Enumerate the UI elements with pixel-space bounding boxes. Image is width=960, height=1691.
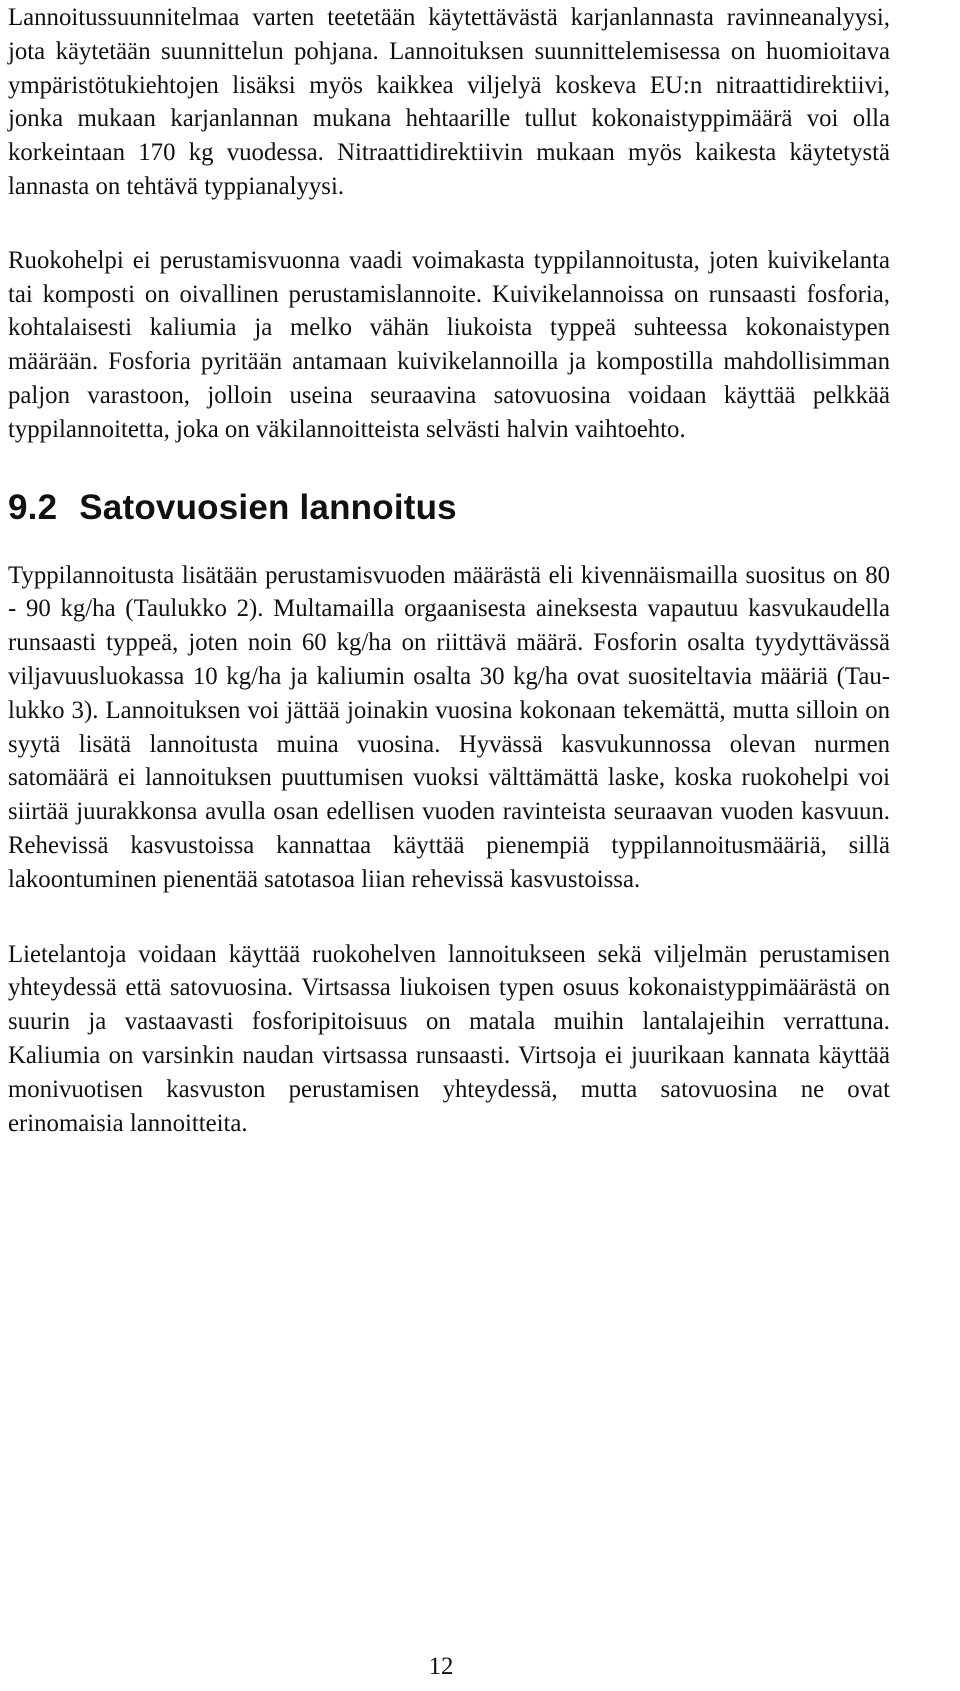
paragraph-manure-analysis: Lannoitussuunnitelmaa varten teetetään käytettävästä karjanlannasta ravinneanalyysi, jota käytetään suunnittelun pohjana. Lannoituksen suunnittelemisessa on huomioitava ympäristötukiehtojen lisäksi myös kaikkea viljelyä koskeva EU:n nitraattidirektiivi, jonka mukaan karjanlannan mukana hehtaarille tullut kokonaistyppimäärä voi olla korkeintaan 170 kg vuodessa. Nitraattidirektiivin mukaan myös kaikesta käytetystä lannasta on tehtävä typpianalyysi.: [8, 4, 890, 200]
paragraph-crop-year-fertilization: Typpilannoitusta lisätään perustamisvuoden määrästä eli kivennäismailla suositus on 80 - 90 kg/ha (Taulukko 2). Multamailla orgaanisesta aineksesta vapautuu kasvukaudella runsaasti typpeä, joten noin 60 kg/ha on riittävä määrä. Fosforin osalta tyydyttävässä viljavuusluokassa 10 kg/ha ja kaliumin osalta 30 kg/ha ovat suositeltavia määriä (Taulukko 3). Lannoituksen voi jättää joinakin vuosina kokonaan tekemättä, mutta silloin on syytä lisätä lannoitusta muina vuosina. Hyvässä kasvukunnossa olevan nurmen satomäärä ei lannoituksen puuttumisen vuoksi välttämättä laske, koska ruokohelpi voi siirtää juurakkonsa avulla osan edellisen vuoden ravinteista seuraavan vuoden kasvuun. Rehevissä kasvustoissa kannattaa käyttää pienempiä typpilannoitusmääriä, sillä lakoontuminen pienentää satotasoa liian rehevissä kasvustoissa.: [8, 561, 890, 893]
section-title: Satovuosien lannoitus: [79, 487, 457, 527]
page-number: 12: [428, 1653, 454, 1680]
paragraph-slurry-use: Lietelantoja voidaan käyttää ruokohelven lannoitukseen sekä viljelmän perustamisen yhteydessä että satovuosina. Virtsassa liukoisen typen osuus kokonaistyppimäärästä on suurin ja vastaavasti fosforipitoisuus on matala muihin lantalajeihin verrattuna. Kaliumia on varsinkin naudan virtsassa runsaasti. Virtsoja ei juurikaan kannata käyttää monivuotisen kasvuston perustamisen yhteydessä, mutta satovuosina ne ovat erinomaisia lannoitteita.: [8, 940, 890, 1137]
paragraph-establishment-fertilization: Ruokohelpi ei perustamisvuonna vaadi voimakasta typpilannoitusta, joten kuivikelanta tai komposti on oivallinen perustamislannoite. Kuivikelannoissa on runsaasti fosforia, kohtalaisesti kaliumia ja melko vähän liukoista typpeä suhteessa kokonaistypen määrään. Fosforia pyritään antamaan kuivikelannoilla ja kompostilla mahdollisimman paljon varastoon, jolloin useina seuraavina satovuosina voidaan käyttää pelkkää typpilannoitetta, joka on väkilannoitteista selvästi halvin vaihtoehto.: [8, 246, 890, 443]
document-page: [8, 0, 890, 1140]
section-heading: [8, 486, 890, 530]
section-number: 9.2: [8, 487, 58, 527]
